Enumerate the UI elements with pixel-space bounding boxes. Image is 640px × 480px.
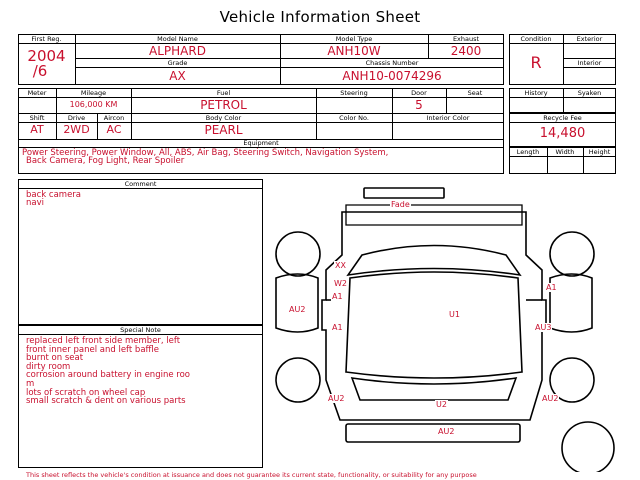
exhaust-value: 2400 bbox=[450, 44, 482, 58]
door-value: 5 bbox=[415, 98, 423, 112]
chassis-number-label: Chassis Number bbox=[365, 59, 419, 67]
aircon-value: AC bbox=[106, 123, 122, 136]
first-reg-label: First Reg. bbox=[31, 35, 62, 43]
special-note-line: corrosion around battery in engine roo bbox=[26, 370, 190, 381]
equipment-line-2: Back Camera, Fog Light, Rear Spoiler bbox=[26, 156, 185, 166]
interior-label: Interior bbox=[577, 59, 602, 67]
steering-label: Steering bbox=[340, 89, 368, 97]
mileage-value: 106,000 KM bbox=[69, 100, 118, 109]
comment-line: back camera bbox=[26, 190, 81, 200]
model-name-value: ALPHARD bbox=[149, 44, 206, 58]
grade-value: AX bbox=[169, 69, 186, 83]
damage-mark-fade: Fade bbox=[391, 200, 410, 209]
body-color-value: PEARL bbox=[204, 123, 243, 137]
model-name-label: Model Name bbox=[157, 35, 198, 43]
model-type-label: Model Type bbox=[335, 35, 373, 43]
equipment-line-1: Power Steering, Power Window, All, ABS, Air Bag, Steering Switch, Navigation System, bbox=[22, 148, 389, 158]
first-reg-month: /6 bbox=[32, 62, 48, 80]
damage-mark-a1-top: A1 bbox=[332, 292, 343, 301]
disclaimer-footer: This sheet reflects the vehicle's condition at issuance and does not guarantee its current state, functionality, or suitability for any purpose bbox=[26, 471, 477, 479]
condition-value: R bbox=[530, 53, 542, 72]
special-note-line: small scratch & dent on various parts bbox=[26, 396, 186, 407]
fuel-value: PETROL bbox=[200, 98, 247, 112]
special-note-line: lots of scratch on wheel cap bbox=[26, 387, 146, 398]
door-label: Door bbox=[411, 89, 427, 97]
damage-mark-au2-left: AU2 bbox=[289, 305, 306, 314]
damage-mark-xx: XX bbox=[335, 261, 346, 270]
seat-label: Seat bbox=[467, 89, 483, 97]
syaken-label: Syaken bbox=[577, 89, 602, 97]
comment-block bbox=[18, 179, 263, 325]
damage-mark-a1-side: A1 bbox=[332, 323, 343, 332]
special-note-line: dirty room bbox=[26, 361, 71, 372]
grade-label: Grade bbox=[167, 59, 188, 67]
exhaust-label: Exhaust bbox=[452, 35, 480, 43]
mileage-label: Mileage bbox=[80, 89, 107, 97]
special-note-line: replaced left front side member, left bbox=[26, 336, 181, 346]
comment-line: navi bbox=[26, 198, 44, 208]
special-note-line: m bbox=[26, 379, 35, 389]
special-note-label: Special Note bbox=[120, 326, 161, 334]
damage-mark-w2: W2 bbox=[334, 279, 347, 288]
exterior-label: Exterior bbox=[576, 35, 603, 43]
aircon-label: Aircon bbox=[103, 114, 125, 122]
first-reg-year: 2004 bbox=[27, 47, 66, 65]
damage-mark-au2-bottom: AU2 bbox=[438, 427, 455, 436]
shift-value: AT bbox=[30, 123, 44, 136]
damage-mark-u2: U2 bbox=[436, 400, 447, 409]
length-label: Length bbox=[516, 148, 540, 156]
condition-label: Condition bbox=[520, 35, 552, 43]
comment-label: Comment bbox=[124, 180, 157, 188]
width-label: Width bbox=[555, 148, 575, 156]
interior-color-label: Interior Color bbox=[426, 114, 470, 122]
shift-label: Shift bbox=[29, 114, 45, 122]
sheet-title: Vehicle Information Sheet bbox=[219, 8, 421, 26]
history-label: History bbox=[524, 89, 548, 97]
height-label: Height bbox=[588, 148, 611, 156]
recycle-fee-value: 14,480 bbox=[539, 126, 586, 141]
damage-mark-au2-rear-right: AU2 bbox=[542, 394, 559, 403]
special-note-line: burnt on seat bbox=[26, 353, 84, 364]
equipment-label: Equipment bbox=[243, 139, 279, 147]
fuel-label: Fuel bbox=[216, 89, 231, 97]
damage-mark-u1: U1 bbox=[449, 310, 460, 319]
drive-label: Drive bbox=[67, 114, 86, 122]
color-no-label: Color No. bbox=[339, 114, 369, 122]
damage-mark-au2-rear-left: AU2 bbox=[328, 394, 345, 403]
special-note-line: front inner panel and left baffle bbox=[26, 344, 159, 355]
drive-value: 2WD bbox=[63, 123, 90, 136]
chassis-number-value: ANH10-0074296 bbox=[342, 69, 442, 83]
model-type-value: ANH10W bbox=[327, 44, 381, 58]
recycle-fee-label: Recycle Fee bbox=[543, 114, 582, 122]
meter-label: Meter bbox=[27, 89, 47, 97]
damage-mark-au3: AU3 bbox=[535, 323, 552, 332]
body-color-label: Body Color bbox=[205, 114, 242, 122]
damage-mark-a1-right: A1 bbox=[546, 283, 557, 292]
